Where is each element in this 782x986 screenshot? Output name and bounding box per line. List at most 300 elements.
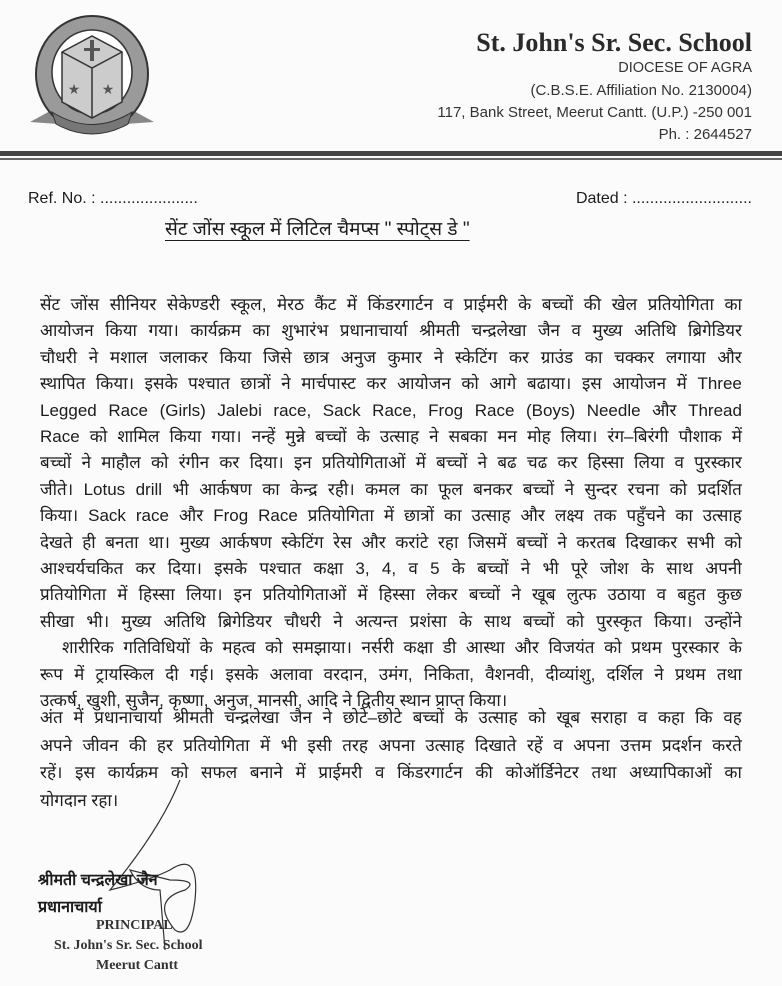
word: शारीरिक (62, 638, 114, 658)
word: आर्कषण (199, 479, 252, 499)
word: कोऑर्डिनेटर (505, 763, 579, 782)
word: तरह (342, 735, 368, 755)
word: किंडरगार्टन (397, 763, 463, 782)
word: स्केटिंग (455, 347, 498, 367)
word: खूब (556, 708, 581, 727)
word: तक (593, 506, 617, 526)
word: अनुज (340, 347, 376, 367)
word: व (656, 585, 667, 605)
word: मुन्ने (285, 427, 306, 446)
word: जीते। (40, 479, 74, 499)
word: दिखाकर (625, 532, 678, 552)
word: में (346, 295, 357, 314)
signatory-designation: प्रधानाचार्या (38, 899, 102, 916)
diocese: DIOCESE OF AGRA (618, 60, 752, 76)
word: प्रधानाचार्या (94, 708, 163, 727)
phone: Ph. : 2644527 (658, 126, 752, 143)
word: उठाया (607, 585, 646, 605)
word: को (265, 638, 283, 658)
svg-text:★: ★ (101, 81, 115, 97)
word: जिसे (263, 347, 292, 367)
word: व (375, 763, 385, 782)
word: सेंट (40, 295, 61, 314)
word: तथा (716, 664, 742, 684)
word: Frog (213, 506, 249, 526)
word: लुत्फ (566, 585, 597, 605)
word: रहा (437, 532, 459, 552)
letter-title: सेंट जोंस स्कूल में लिटिल चैमप्स " स्पोट्स डे " (165, 219, 470, 240)
word: कर (219, 453, 240, 473)
word: इसी (307, 735, 332, 755)
word: आश्चर्यचकित (40, 559, 124, 578)
word: छोटे–छोटे (342, 708, 402, 727)
word: बनकर (473, 479, 513, 499)
word: बच्चों (412, 708, 445, 727)
word: ने (564, 479, 575, 499)
word: मार्चपास्ट (301, 374, 356, 394)
word: इन (293, 453, 312, 473)
word: पुरस्कृत (596, 611, 643, 631)
word: बहुत (677, 585, 706, 605)
word: (Boys) (525, 400, 576, 420)
word: drill (135, 479, 163, 499)
word: Race (40, 427, 80, 446)
word: आगे (489, 374, 517, 394)
word: जलाकर (159, 347, 208, 367)
word: हर (156, 735, 173, 755)
word: केन्द्र (290, 479, 318, 499)
word: ने (322, 708, 333, 727)
word: Frog (428, 400, 464, 420)
word: कि (695, 708, 713, 727)
word: ने (520, 559, 531, 578)
word: जीवन (82, 735, 119, 755)
word: कक्षा (313, 559, 344, 578)
word: का (410, 479, 428, 499)
word: रही। (327, 479, 355, 499)
word: को (528, 708, 546, 727)
word: को (604, 638, 622, 658)
word: ग्राउंड (540, 347, 574, 367)
word: कमल (365, 479, 400, 499)
word: निकिता, (423, 664, 474, 684)
school-logo (22, 12, 162, 142)
word: और (652, 400, 677, 420)
text-line (40, 706, 742, 730)
word: फूल (438, 479, 463, 499)
word: अपने (40, 735, 73, 755)
word: और (178, 506, 204, 526)
word: बच्चों (315, 427, 347, 446)
word: में (357, 585, 368, 605)
word: प्राईमरी (463, 295, 508, 314)
word: सराहा (590, 708, 628, 727)
word: को (461, 374, 479, 394)
word: प्रतियोगिताओं (262, 585, 347, 605)
word: जैन (537, 321, 560, 341)
word: सबका (448, 427, 488, 446)
word: जैन (289, 708, 312, 727)
word: race (135, 506, 169, 526)
word: जोश (600, 559, 629, 578)
word: कार्यक्रम (190, 321, 241, 341)
word: की (128, 735, 147, 755)
word: Race (474, 400, 515, 420)
word: इस (581, 374, 602, 394)
word: लक्ष्य (554, 506, 584, 526)
word: छात्रों (403, 506, 435, 526)
address: 117, Bank Street, Meerut Cantt. (U.P.) -250 001 (437, 104, 752, 121)
word: मशाल (109, 347, 148, 367)
word: Lotus (83, 479, 126, 499)
word: किंडरगार्टन (367, 295, 434, 314)
word: हिस्सा (138, 585, 175, 605)
word: को (170, 763, 189, 782)
word: Needle (586, 400, 641, 420)
word: करांटे (395, 532, 429, 552)
word: कर (509, 347, 530, 367)
word: आर्कषण (219, 532, 272, 552)
word: रंग–बिरंगी (607, 427, 669, 446)
text-line (40, 583, 742, 607)
word: उत्साह (379, 427, 419, 446)
word: के (640, 559, 654, 578)
word: (Girls) (159, 400, 206, 420)
word: जोंस (70, 295, 100, 314)
word: में (731, 427, 742, 446)
word: जिसमें (468, 532, 507, 552)
word: गतिविधियों (123, 638, 191, 658)
word: बच्चों (477, 559, 509, 578)
word: कर (135, 559, 156, 578)
word: के (454, 708, 468, 727)
word: ने (88, 347, 99, 367)
dated: Dated : ........................... (575, 190, 752, 207)
word: चन्द्रलेखा (224, 708, 280, 727)
word: भी (280, 735, 297, 755)
text-line (40, 451, 742, 475)
word: ब्रिगेडियर (687, 321, 742, 341)
word: Sack (322, 400, 361, 420)
word: ने (654, 664, 664, 684)
word: 5 (430, 559, 440, 578)
word: में (415, 453, 426, 473)
word: अतिथि (163, 611, 206, 631)
word: प्रदर्शन (661, 735, 702, 755)
word: लेकर (426, 585, 458, 605)
word: अतिथि (634, 321, 677, 341)
word: बच्चों (516, 532, 548, 552)
word: दिया। (167, 559, 202, 578)
word: करते (712, 735, 742, 755)
word: गया। (148, 321, 179, 341)
word: के (458, 611, 473, 631)
word: प्रथम (674, 664, 706, 684)
word: Race (108, 400, 148, 420)
word: ट्रायस्किल (95, 664, 154, 684)
word: सफल (201, 763, 238, 782)
word: में (676, 374, 687, 394)
word: के (199, 638, 213, 658)
word: मुख्य (121, 611, 152, 631)
word: प्रतियोगिता (647, 295, 714, 314)
word: बनता (105, 532, 139, 552)
word: व (637, 708, 648, 727)
word: Thread (688, 400, 742, 420)
word: वरदान, (323, 664, 368, 684)
text-line (40, 557, 742, 581)
word: को (724, 532, 742, 552)
word: बच्चों (468, 585, 501, 605)
word: बच्चों (541, 295, 574, 314)
word: साथ (666, 559, 693, 578)
word: समझाया। (292, 638, 352, 658)
word: ने (557, 532, 567, 552)
word: भी (172, 479, 189, 499)
text-line (62, 636, 742, 660)
word: उमंग, (378, 664, 413, 684)
word: चौधरी (284, 611, 322, 631)
word: अंत (40, 708, 63, 727)
word: रूप (40, 664, 63, 684)
word: का (584, 347, 603, 367)
word: में (259, 735, 271, 755)
word: का (675, 506, 693, 526)
word: चन्द्रलेखा (471, 321, 527, 341)
word: बनाने (249, 763, 283, 782)
word: उन्होंने (704, 611, 742, 631)
word: Legged (40, 400, 97, 420)
word: लिया (634, 453, 665, 473)
affiliation: (C.B.S.E. Affiliation No. 2130004) (530, 82, 752, 99)
word: के (356, 427, 370, 446)
word: स्थापित (40, 374, 86, 394)
word: मुख्य (179, 532, 210, 552)
word: उत्साह (478, 708, 518, 727)
word: पुरस्कार (694, 453, 742, 473)
word: किया। (654, 611, 693, 631)
text-line (40, 293, 742, 317)
word: प्रतियोगिता (40, 585, 107, 605)
word: व (408, 559, 418, 578)
word: शामिल (117, 427, 160, 446)
word: प्रशंसा (409, 611, 447, 631)
word: Three (697, 374, 742, 394)
word: 4, (381, 559, 397, 578)
word: ने (477, 453, 488, 473)
word: व (443, 295, 454, 314)
word: अपना (573, 735, 610, 755)
word: सेकेण्डरी (166, 295, 220, 314)
word: पहुँचने (626, 506, 666, 526)
word: रेस (333, 532, 352, 552)
word: बच्चों (436, 453, 468, 473)
word: दर्शिल (606, 664, 644, 684)
word: दीव्यांशु, (545, 664, 596, 684)
word: ब्रिगेडियर (217, 611, 272, 631)
word: करतब (576, 532, 616, 552)
header-divider (0, 151, 782, 156)
word: प्रधानाचार्या (339, 321, 408, 341)
word: प्रतियोगिता (307, 506, 374, 526)
word: की (583, 295, 602, 314)
word: प्राईमरी (318, 763, 363, 782)
word: श्रीमती (172, 708, 214, 727)
word: में (117, 585, 128, 605)
word: को (151, 453, 169, 473)
word: इन (233, 585, 252, 605)
word: मेरठ (277, 295, 305, 314)
header-divider-thin (0, 158, 782, 160)
word: हिस्सा (378, 585, 415, 605)
word: आयोजन (612, 374, 667, 394)
word: आस्था (465, 638, 505, 658)
word: स्कूल, (230, 295, 267, 314)
word: कुमार (387, 347, 423, 367)
text-line (40, 399, 742, 423)
word: में (73, 708, 84, 727)
word: इसके (225, 664, 259, 684)
word: भी। (86, 611, 110, 631)
word: कर (557, 453, 578, 473)
word: डी (442, 638, 457, 658)
word: बढ (497, 453, 517, 473)
word: पौशाक (678, 427, 722, 446)
word: विजयंत (548, 638, 595, 658)
word: 3, (355, 559, 370, 578)
word: गई। (189, 664, 215, 684)
word: प्रतियोगिता (183, 735, 250, 755)
word: स्केटिंग (281, 532, 324, 552)
word: सीनियर (109, 295, 157, 314)
word: ने (333, 611, 343, 631)
word: श्रीमती (419, 321, 460, 341)
text-line (40, 346, 742, 370)
ref-no: Ref. No. : ...................... (28, 190, 198, 207)
word: मोह (527, 427, 551, 446)
word: शुभारंभ (281, 321, 329, 341)
word: ने (281, 374, 291, 394)
word: का (724, 763, 742, 782)
word: छात्र (303, 347, 330, 367)
word: रहें। (40, 763, 63, 782)
signatory-name: श्रीमती चन्द्रलेखा जैन (38, 872, 158, 889)
word: ने (433, 347, 444, 367)
text-line (40, 504, 742, 528)
text-line (40, 425, 742, 449)
text-line (40, 319, 742, 343)
word: ने (81, 453, 91, 473)
word: पश्चात (188, 374, 230, 394)
word: बढाया। (526, 374, 572, 394)
word: ही (82, 532, 96, 552)
stamp-line-1: PRINCIPAL (96, 918, 173, 933)
text-line (40, 734, 742, 758)
word: रहें (526, 735, 543, 755)
school-name: St. John's Sr. Sec. School (476, 28, 752, 57)
word: गया। (211, 427, 242, 446)
word: का (252, 321, 270, 341)
word: वैशनवी, (485, 664, 535, 684)
word: Jalebi (217, 400, 262, 420)
word: अपनी (705, 559, 742, 578)
word: race, (273, 400, 312, 420)
word: कैंट (314, 295, 337, 314)
word: किया (105, 321, 137, 341)
word: के (518, 295, 532, 314)
word: मुख्य (592, 321, 623, 341)
word: सभी (686, 532, 715, 552)
word: साथ (484, 611, 511, 631)
word: अध्यापिकाओं (629, 763, 712, 782)
word: दिया। (249, 453, 284, 473)
word: और (717, 347, 742, 367)
word: Sack (88, 506, 126, 526)
word: पुरस्कार (671, 638, 720, 658)
word: कर (366, 374, 387, 394)
word: में (74, 664, 85, 684)
word: अपना (378, 735, 415, 755)
word: था। (148, 532, 170, 552)
word: की (475, 763, 493, 782)
word: और (520, 506, 545, 526)
word: बच्चों (522, 479, 555, 499)
word: व (571, 321, 581, 341)
word: सुन्दर (584, 479, 618, 499)
word: अलावा (269, 664, 313, 684)
word: को (669, 479, 688, 499)
word: लिया। (560, 427, 598, 446)
word: कार्यक्रम (107, 763, 159, 782)
text-line (40, 372, 742, 396)
word: ने (511, 585, 521, 605)
word: आयोजन (40, 321, 94, 341)
svg-text:★: ★ (67, 81, 81, 97)
word: चक्कर (614, 347, 655, 367)
word: चौधरी (40, 347, 78, 367)
word: मन (497, 427, 517, 446)
word: और (361, 532, 386, 552)
word: इसके (214, 559, 248, 578)
text-line (40, 663, 742, 687)
word: कहा (657, 708, 685, 727)
text-line: उत्कर्ष, खुशी, सुजैन, कृष्णा, अनुज, मानसी, आदि ने द्वितीय स्थान प्राप्त किया। (40, 691, 508, 710)
word: उत्साह (425, 735, 465, 755)
word: रचना (627, 479, 660, 499)
word: हिस्सा (587, 453, 624, 473)
word: दी (165, 664, 179, 684)
text-line (40, 531, 742, 555)
word: प्रथम (631, 638, 662, 658)
text-line (40, 610, 742, 634)
word: खेल (611, 295, 638, 314)
word: कक्षा (403, 638, 434, 658)
word: लगाया (665, 347, 706, 367)
word: वह (723, 708, 742, 727)
word: और (514, 638, 539, 658)
word: किया। (40, 506, 79, 526)
word: उत्तम (620, 735, 652, 755)
word: नर्सरी (361, 638, 394, 658)
word: इसके (144, 374, 178, 394)
word: किया (219, 347, 252, 367)
word: अत्यन्त (354, 611, 398, 631)
word: Race (258, 506, 298, 526)
word: उत्साह (471, 506, 511, 526)
word: में (295, 763, 306, 782)
word: देखते (40, 532, 73, 552)
word: का (444, 506, 462, 526)
